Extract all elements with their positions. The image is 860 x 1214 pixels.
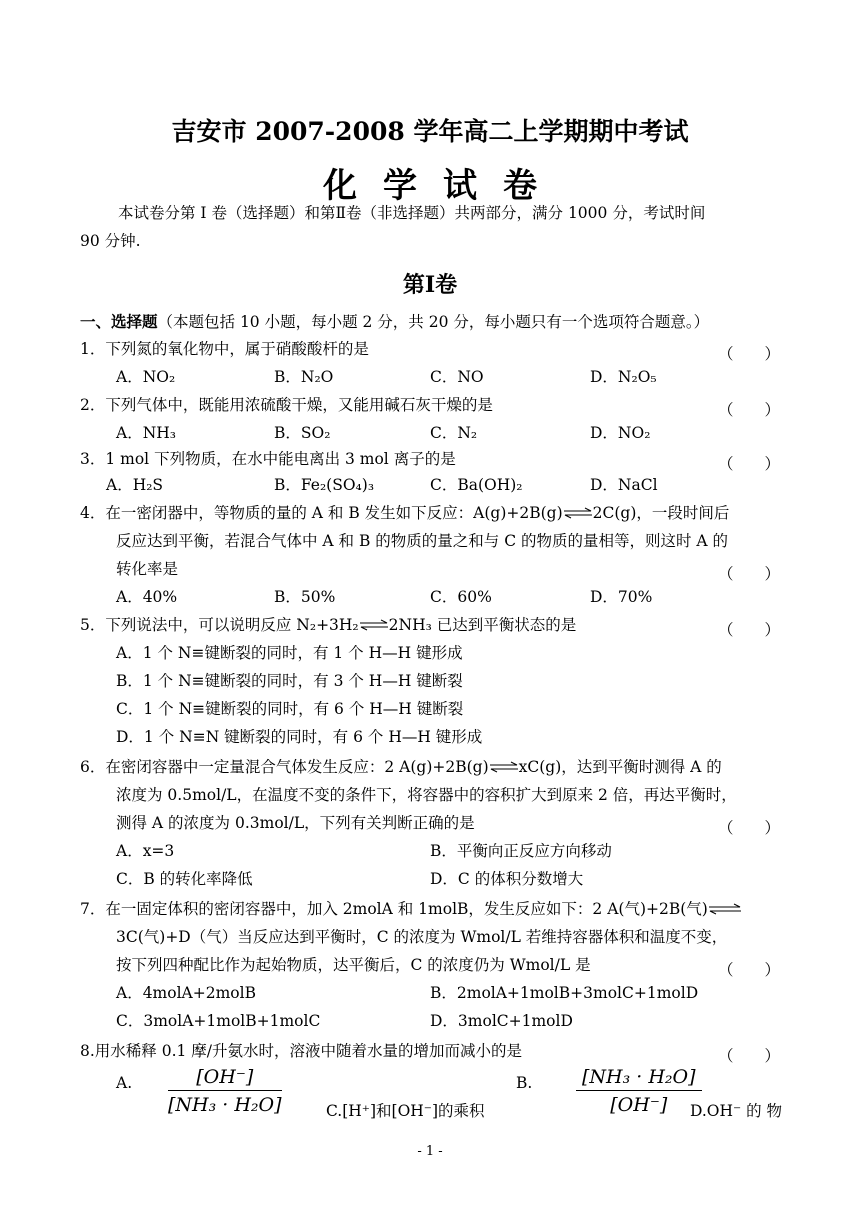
q6-option-b: B．平衡向正反应方向移动 xyxy=(430,842,612,860)
exam-title: 吉安市 2007-2008 学年高二上学期期中考试 xyxy=(171,117,689,146)
q7-stem-line-3: 按下列四种配比作为起始物质，达平衡后，C 的浓度仍为 Wmol/L 是 xyxy=(116,956,591,974)
q6-stem-line-1 xyxy=(80,760,722,776)
equilibrium-arrow-icon xyxy=(489,763,519,773)
q3-answer-paren: （ ） xyxy=(718,455,781,473)
q1-option-a: A．NO₂ xyxy=(116,368,176,386)
equilibrium-arrow-icon xyxy=(708,905,742,915)
q4-option-d: D．70% xyxy=(590,588,653,606)
equilibrium-arrow-icon xyxy=(359,621,389,631)
q2-stem: 2．下列气体中，既能用浓硫酸干燥，又能用碱石灰干燥的是 xyxy=(80,396,493,414)
q5-option-a: A．1 个 N≡键断裂的同时，有 1 个 H—H 键形成 xyxy=(116,644,463,662)
q8-stem: 8.用水稀释 0.1 摩/升氨水时，溶液中随着水量的增加而减小的是 xyxy=(80,1042,523,1060)
q8-option-a-numerator: [OH⁻] xyxy=(168,1066,282,1091)
q5-stem-pre: 5．下列说法中，可以说明反应 N₂+3H₂ xyxy=(80,616,359,634)
q8-option-c: C.[H⁺]和[OH⁻]的乘积 xyxy=(326,1102,485,1120)
q2-option-a: A．NH₃ xyxy=(116,424,176,442)
q7-option-d: D．3molC+1molD xyxy=(430,1012,573,1030)
q7-stem-line-1 xyxy=(80,902,742,918)
q8-option-a-label: A. xyxy=(116,1074,133,1092)
q8-option-a-fraction xyxy=(168,1066,282,1116)
q4-stem-line-3: 转化率是 xyxy=(116,560,179,578)
q8-option-b-numerator: [NH₃ · H₂O] xyxy=(576,1066,702,1091)
q6-stem-line-3: 测得 A 的浓度为 0.3mol/L，下列有关判断正确的是 xyxy=(116,814,475,832)
q8-option-d: D.OH⁻ 的 物 xyxy=(690,1102,783,1120)
q4-option-a: A．40% xyxy=(116,588,178,606)
q8-option-a-denominator: [NH₃ · H₂O] xyxy=(168,1094,282,1116)
q4-stem-line-1 xyxy=(80,506,729,522)
q8-option-b-label: B. xyxy=(516,1074,533,1092)
q6-option-a: A．x=3 xyxy=(116,842,175,860)
q6-stem-pre: 6．在密闭容器中一定量混合气体发生反应：2 A(g)+2B(g) xyxy=(80,758,489,776)
q5-stem xyxy=(80,618,576,634)
q7-option-b: B．2molA+1molB+3molC+1molD xyxy=(430,984,699,1002)
q7-option-c: C．3molA+1molB+1molC xyxy=(116,1012,321,1030)
part-heading-bold: 一、选择题 xyxy=(80,312,158,331)
q6-option-d: D．C 的体积分数增大 xyxy=(430,870,584,888)
intro-line-2: 90 分钟. xyxy=(80,232,141,250)
part-heading-rest: （本题包括 10 小题，每小题 2 分，共 20 分，每小题只有一个选项符合题意。） xyxy=(157,313,710,331)
q7-option-a: A．4molA+2molB xyxy=(116,984,256,1002)
q6-answer-paren: （ ） xyxy=(718,819,781,837)
q4-answer-paren: （ ） xyxy=(718,565,781,583)
exam-subtitle: 化学试卷 xyxy=(323,166,563,206)
q2-answer-paren: （ ） xyxy=(718,401,781,419)
q6-stem-line-2: 浓度为 0.5mol/L，在温度不变的条件下，将容器中的容积扩大到原来 2 倍，再达平衡时， xyxy=(116,786,737,804)
q8-option-b-denominator: [OH⁻] xyxy=(610,1094,668,1116)
q7-stem-pre: 7．在一固定体积的密闭容器中，加入 2molA 和 1molB，发生反应如下：2 A(气)+2B(气) xyxy=(80,900,708,918)
q7-stem-line-2: 3C(气)+D（气）当反应达到平衡时，C 的浓度为 Wmol/L 若维持容器体积和温度不变， xyxy=(116,928,728,946)
q2-option-c: C．N₂ xyxy=(430,424,478,442)
q1-answer-paren: （ ） xyxy=(718,345,781,363)
q5-option-b: B．1 个 N≡键断裂的同时，有 3 个 H—H 键断裂 xyxy=(116,672,463,690)
q1-option-b: B．N₂O xyxy=(274,368,334,386)
q4-stem-line-2: 反应达到平衡，若混合气体中 A 和 B 的物质的量之和与 C 的物质的量相等，则这时 A 的 xyxy=(116,532,729,550)
q3-option-c: C．Ba(OH)₂ xyxy=(430,476,523,494)
q3-option-d: D．NaCl xyxy=(590,476,658,494)
q4-option-b: B．50% xyxy=(274,588,336,606)
q8-option-b-fraction xyxy=(576,1066,702,1116)
q3-option-b: B．Fe₂(SO₄)₃ xyxy=(274,476,375,494)
q5-stem-post: 2NH₃ 已达到平衡状态的是 xyxy=(388,616,577,634)
q7-answer-paren: （ ） xyxy=(718,961,781,979)
q1-stem: 1．下列氮的氧化物中，属于硝酸酸杆的是 xyxy=(80,340,369,358)
q1-option-c: C．NO xyxy=(430,368,484,386)
q1-option-d: D．N₂O₅ xyxy=(590,368,657,386)
q2-option-b: B．SO₂ xyxy=(274,424,331,442)
q3-stem: 3．1 mol 下列物质，在水中能电离出 3 mol 离子的是 xyxy=(80,450,456,468)
page-number: - 1 - xyxy=(417,1144,443,1159)
q5-option-d: D．1 个 N≡N 键断裂的同时，有 6 个 H—H 键形成 xyxy=(116,728,483,746)
q4-stem-pre: 4．在一密闭器中，等物质的量的 A 和 B 发生如下反应：A(g)+2B(g) xyxy=(80,504,563,522)
q2-option-d: D．NO₂ xyxy=(590,424,651,442)
q8-answer-paren: （ ） xyxy=(718,1047,781,1065)
q4-stem-post: 2C(g)，一段时间后 xyxy=(592,504,730,522)
part-heading xyxy=(80,314,709,331)
section-title: 第Ⅰ卷 xyxy=(402,272,458,298)
q5-answer-paren: （ ） xyxy=(718,621,781,639)
q5-option-c: C．1 个 N≡键断裂的同时，有 6 个 H—H 键断裂 xyxy=(116,700,464,718)
q6-option-c: C．B 的转化率降低 xyxy=(116,870,253,888)
q4-option-c: C．60% xyxy=(430,588,492,606)
intro-line-1: 本试卷分第 I 卷（选择题）和第Ⅱ卷（非选择题）共两部分，满分 1000 分，考试时间 xyxy=(118,204,706,222)
q6-stem-post: xC(g)，达到平衡时测得 A 的 xyxy=(518,758,722,776)
q3-option-a: A．H₂S xyxy=(106,476,164,494)
equilibrium-arrow-icon xyxy=(563,509,593,519)
